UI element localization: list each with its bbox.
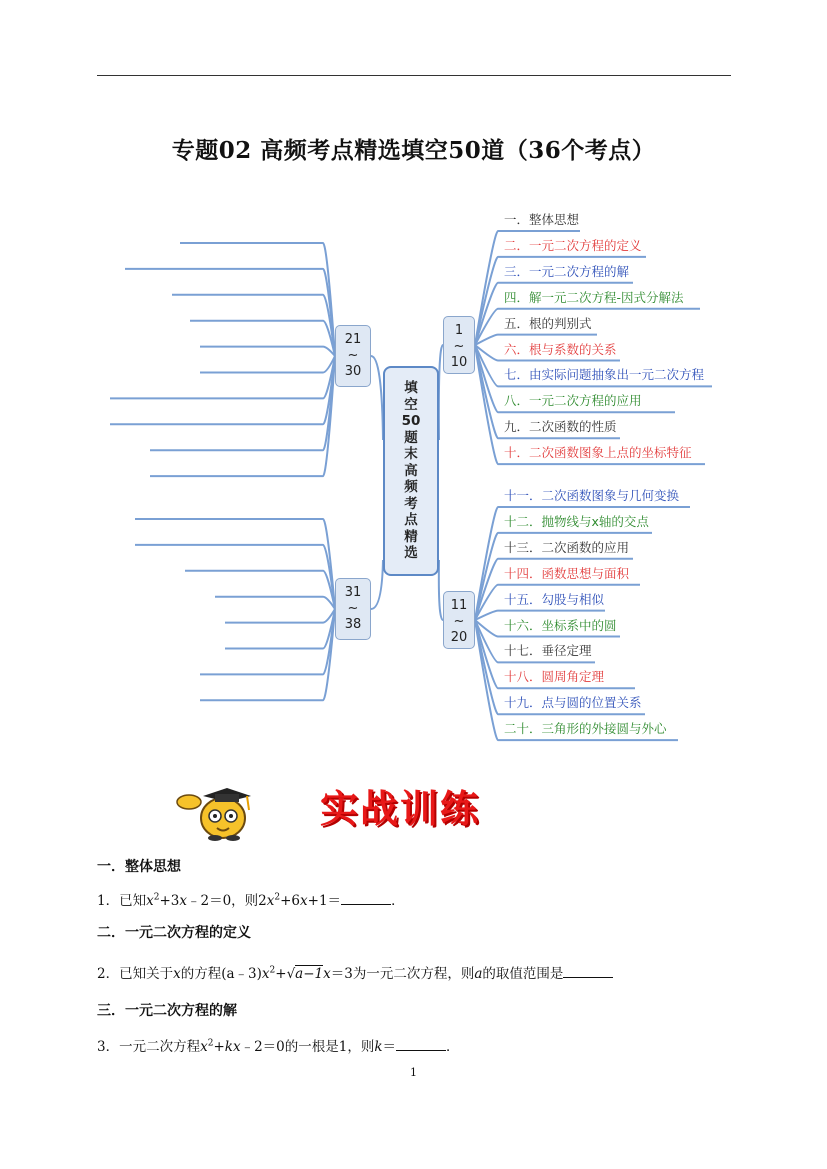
q3-text-c: ﹣2＝0的一根是1，则 [240,1039,375,1055]
section-heading-1: 一．整体思想 [97,859,181,875]
q2-number: 2． [97,966,120,982]
q3-text: 一元二次方程 [119,1039,201,1055]
q3-var-k: k [224,1039,233,1055]
q1-exp: 2 [153,892,160,903]
center-char: 选 [404,545,418,561]
center-char: 高 [404,462,418,479]
q1-var: x [146,893,154,909]
mind-map-center-node [383,366,439,576]
q3-answer-blank[interactable] [396,1038,446,1051]
mind-map-item: 八．一元二次方程的应用 [504,393,642,409]
mascot-doctor-icon [175,780,263,842]
mind-map-item: 七．由实际问题抽象出一元二次方程 [504,367,705,383]
q2-answer-blank[interactable] [563,965,613,978]
center-char: 空 [404,396,418,413]
q2-text-b: 的方程(a﹣3) [180,966,262,982]
q1-end: ． [391,893,405,909]
center-char: 题 [404,429,418,446]
mind-map-item: 三．一元二次方程的解 [504,263,630,279]
mind-map-item: 四．解一元二次方程-因式分解法 [504,289,684,305]
header-rule [97,75,731,76]
center-char: 末 [404,446,418,462]
q2-sqrt-icon: √ [286,966,296,982]
mind-map-hub-h1: 1 ~ 10 [443,316,475,374]
q3-exp: 2 [207,1038,214,1049]
q3-end: ． [446,1039,460,1055]
q1-text-c: ﹣2＝0，则2 [186,893,267,909]
mind-map-item: 十九．点与圆的位置关系 [504,695,642,711]
mind-map-hub-h4: 31 ~ 38 [335,578,371,640]
mind-map-item: 十七．垂径定理 [504,643,592,659]
mind-map-hub-h2: 11 ~ 20 [443,591,475,649]
question-3 [97,1035,460,1055]
page-title: 专题02 高频考点精选填空50道（36个考点） [171,137,656,164]
question-1 [97,889,405,909]
center-char: 填 [404,380,418,396]
question-2 [97,962,613,982]
q1-text-e: +1＝ [307,893,342,909]
center-char: 点 [404,512,418,528]
q2-text-d: ＝3为一元二次方程，则 [330,966,475,982]
q2-plus: + [275,966,287,982]
q2-exp: 2 [269,965,276,976]
mind-map-item: 十六．坐标系中的圆 [504,617,617,633]
mind-map-item: 十三．二次函数的应用 [504,539,630,555]
q1-exp-b: 2 [274,892,281,903]
connector-curve [475,620,498,740]
q2-radicand: a−1 [295,966,324,982]
q1-var-d: x [300,893,308,909]
q1-text-d: +6 [280,893,301,909]
q2-var-c: x [323,966,331,982]
q1-number: 1． [97,893,120,909]
banner-title: 实战训练 [320,787,481,831]
q3-var-b: x [232,1039,241,1055]
mind-map-item: 六．根与系数的关系 [504,341,617,357]
q3-var-k-b: k [374,1039,383,1055]
mind-map-item: 十八．圆周角定理 [504,669,605,685]
connector-curve [371,560,383,609]
mind-map-item: 五．根的判别式 [504,315,592,331]
mind-map-item: 十．二次函数图象上点的坐标特征 [504,445,692,461]
mind-map-hub-h3: 21 ~ 30 [335,325,371,387]
mind-map-item: 十一．二次函数图象与几何变换 [504,488,680,503]
connector-curve [371,356,383,440]
q2-var-a: a [474,966,483,982]
center-char: 精 [404,528,418,545]
q2-var-b: x [261,966,270,982]
center-char: 考 [404,495,418,512]
mind-map-item: 十五．勾股与相似 [504,591,605,607]
q1-var-b: x [179,893,187,909]
q2-var: x [173,966,181,982]
mind-map-item: 十四．函数思想与面积 [504,565,630,581]
q2-text: 已知关于 [119,966,174,982]
q2-text-e: 的取值范围是 [482,966,564,982]
mind-map-item: 一．整体思想 [504,212,580,227]
q1-answer-blank[interactable] [341,892,391,905]
mind-map-item: 二．一元二次方程的定义 [504,237,642,253]
q1-text: 已知 [119,893,147,909]
q3-text-d: ＝ [382,1039,397,1055]
connector-curve [475,345,498,464]
mind-map-item: 二十．三角形的外接圆与外心 [504,721,667,737]
section-heading-2: 二．一元二次方程的定义 [97,925,251,941]
q1-var-c: x [266,893,275,909]
center-char: 频 [404,479,418,495]
q3-text-b: + [213,1039,225,1055]
q3-number: 3． [97,1039,120,1055]
q1-text-b: +3 [159,893,180,909]
section-heading-3: 三．一元二次方程的解 [97,1003,237,1019]
page-number: 1 [410,1066,417,1079]
center-char: 50 [401,413,421,429]
mind-map-item: 九．二次函数的性质 [504,419,617,435]
q3-var: x [200,1039,208,1055]
mind-map-item: 十二．抛物线与x轴的交点 [504,513,649,529]
